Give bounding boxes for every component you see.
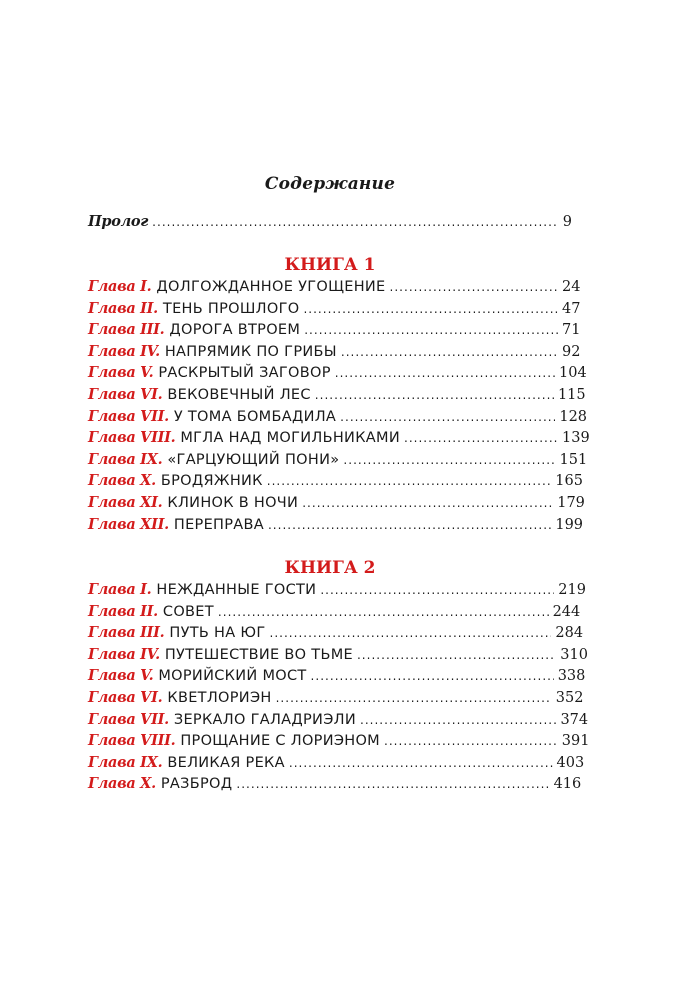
toc-entry[interactable] (88, 665, 586, 687)
leader-dots (384, 731, 558, 753)
chapter-label: Глава III. (88, 321, 165, 339)
chapter-name: У ТОМА БОМБАДИЛА (173, 408, 337, 425)
chapter-label: Глава VI. (88, 688, 163, 706)
toc-entry[interactable] (88, 514, 584, 536)
chapter-name: ВЕЛИКАЯ РЕКА (167, 754, 285, 771)
chapter-name: СОВЕТ (162, 603, 214, 620)
page-number: 71 (562, 322, 581, 339)
toc-entry[interactable] (88, 644, 588, 666)
entry-label: Пролог (88, 213, 149, 230)
page-number: 92 (562, 343, 581, 360)
toc-entry[interactable] (88, 470, 583, 492)
toc-entry[interactable] (88, 773, 582, 795)
page-number: 128 (559, 408, 588, 425)
toc-entry[interactable] (88, 622, 584, 644)
page-number: 338 (557, 668, 586, 685)
leader-dots (304, 320, 558, 342)
chapter-label: Глава IX. (88, 753, 163, 771)
chapter-name: НАПРЯМИК ПО ГРИБЫ (164, 343, 337, 360)
page-number: 151 (559, 451, 588, 468)
chapter-label: Глава VI. (88, 385, 163, 403)
page-number: 310 (560, 646, 588, 663)
toc-entry[interactable] (88, 601, 581, 623)
toc-entry[interactable] (88, 362, 587, 384)
toc-entry-prolog[interactable] (88, 211, 572, 233)
chapter-label: Глава II. (88, 299, 158, 317)
leader-dots (269, 623, 551, 645)
chapter-name: ПУТЬ НА ЮГ (169, 625, 266, 642)
book-2-section (88, 557, 590, 795)
chapter-label: Глава VII. (88, 710, 169, 728)
chapter-name: ДОРОГА ВТРОЕМ (169, 322, 301, 339)
page-number: 47 (562, 300, 581, 317)
toc-entry[interactable] (88, 427, 590, 449)
page-number: 244 (552, 603, 581, 620)
page-number: 219 (558, 582, 586, 598)
chapter-name: МОРИЙСКИЙ МОСТ (158, 668, 307, 685)
book-title: КНИГА 1 (284, 255, 376, 275)
chapter-label: Глава X. (88, 775, 156, 793)
leader-dots (268, 515, 551, 537)
chapter-label: Глава V. (88, 667, 154, 685)
chapter-label: Глава XI. (88, 493, 163, 511)
toc-entry[interactable] (88, 687, 584, 709)
toc-entry[interactable] (88, 709, 589, 731)
toc-entry[interactable] (88, 298, 581, 320)
leader-dots (289, 753, 553, 775)
page-number: 9 (562, 214, 572, 230)
leader-dots (320, 580, 554, 602)
page-number: 352 (555, 689, 584, 706)
toc-entry[interactable] (88, 730, 590, 752)
leader-dots (276, 688, 552, 710)
leader-dots (152, 212, 558, 234)
toc-entry[interactable] (88, 384, 586, 406)
leader-dots (302, 493, 553, 515)
chapter-label: Глава II. (88, 602, 158, 620)
chapter-name: ПРОЩАНИЕ С ЛОРИЭНОМ (180, 733, 380, 750)
chapter-name: ВЕКОВЕЧНЫЙ ЛЕС (167, 386, 311, 403)
chapter-name: НЕЖДАННЫЕ ГОСТИ (156, 582, 317, 598)
page-number: 24 (562, 279, 581, 295)
chapter-name: ПЕРЕПРАВА (173, 516, 264, 533)
leader-dots (315, 385, 554, 407)
toc-entry[interactable] (88, 319, 581, 341)
book-title: КНИГА 2 (284, 558, 376, 578)
page-number: 416 (553, 776, 582, 793)
chapter-list (88, 276, 590, 535)
page-number: 179 (557, 494, 585, 511)
chapter-label: Глава V. (88, 364, 154, 382)
chapter-label: Глава XII. (88, 515, 169, 533)
toc-entry[interactable] (88, 579, 586, 601)
chapter-label: Глава I. (88, 278, 152, 295)
page-number: 165 (555, 473, 583, 490)
page-number: 139 (562, 430, 590, 447)
chapter-name: ТЕНЬ ПРОШЛОГО (162, 300, 300, 317)
page-number: 104 (559, 365, 587, 382)
chapter-name: БРОДЯЖНИК (160, 473, 263, 490)
leader-dots (218, 602, 549, 624)
leader-dots (267, 471, 552, 493)
chapter-label: Глава IV. (88, 645, 160, 663)
page-number: 284 (555, 625, 584, 642)
leader-dots (335, 363, 555, 385)
toc-entry[interactable] (88, 492, 585, 514)
toc-entry[interactable] (88, 341, 581, 363)
chapter-name: «ГАРЦУЮЩИЙ ПОНИ» (167, 451, 340, 468)
toc-title: Содержание (264, 174, 396, 194)
page-number: 115 (557, 386, 586, 403)
toc-entry[interactable] (88, 449, 588, 471)
leader-dots (360, 710, 556, 732)
chapter-label: Глава VIII. (88, 732, 176, 750)
leader-dots (357, 645, 556, 667)
leader-dots (404, 428, 558, 450)
leader-dots (311, 666, 554, 688)
chapter-label: Глава VII. (88, 407, 169, 425)
chapter-label: Глава VIII. (88, 429, 176, 447)
chapter-name: МГЛА НАД МОГИЛЬНИКАМИ (180, 430, 400, 447)
chapter-name: КЛИНОК В НОЧИ (167, 494, 299, 511)
toc-entry[interactable] (88, 276, 581, 298)
page-number: 391 (561, 733, 590, 750)
book-1-section (88, 254, 590, 535)
chapter-label: Глава IX. (88, 450, 163, 468)
leader-dots (390, 277, 558, 299)
leader-dots (341, 342, 558, 364)
leader-dots (343, 450, 555, 472)
chapter-name: ПУТЕШЕСТВИЕ ВО ТЬМЕ (164, 646, 353, 663)
toc-entry[interactable] (88, 406, 588, 428)
leader-dots (236, 774, 549, 796)
chapter-list (88, 579, 590, 795)
chapter-name: ЗЕРКАЛО ГАЛАДРИЭЛИ (173, 711, 356, 728)
chapter-name: РАСКРЫТЫЙ ЗАГОВОР (158, 365, 331, 382)
page-number: 374 (560, 711, 589, 728)
chapter-name: КВЕТЛОРИЭН (167, 689, 272, 706)
toc-entry[interactable] (88, 752, 585, 774)
page-number: 403 (556, 754, 585, 771)
chapter-label: Глава I. (88, 581, 152, 598)
leader-dots (340, 407, 555, 429)
leader-dots (303, 299, 558, 321)
chapter-name: РАЗБРОД (160, 776, 233, 793)
page-number: 199 (555, 516, 584, 533)
chapter-name: ДОЛГОЖДАННОЕ УГОЩЕНИЕ (156, 279, 386, 295)
chapter-label: Глава IV. (88, 342, 160, 360)
chapter-label: Глава X. (88, 472, 156, 490)
chapter-label: Глава III. (88, 624, 165, 642)
